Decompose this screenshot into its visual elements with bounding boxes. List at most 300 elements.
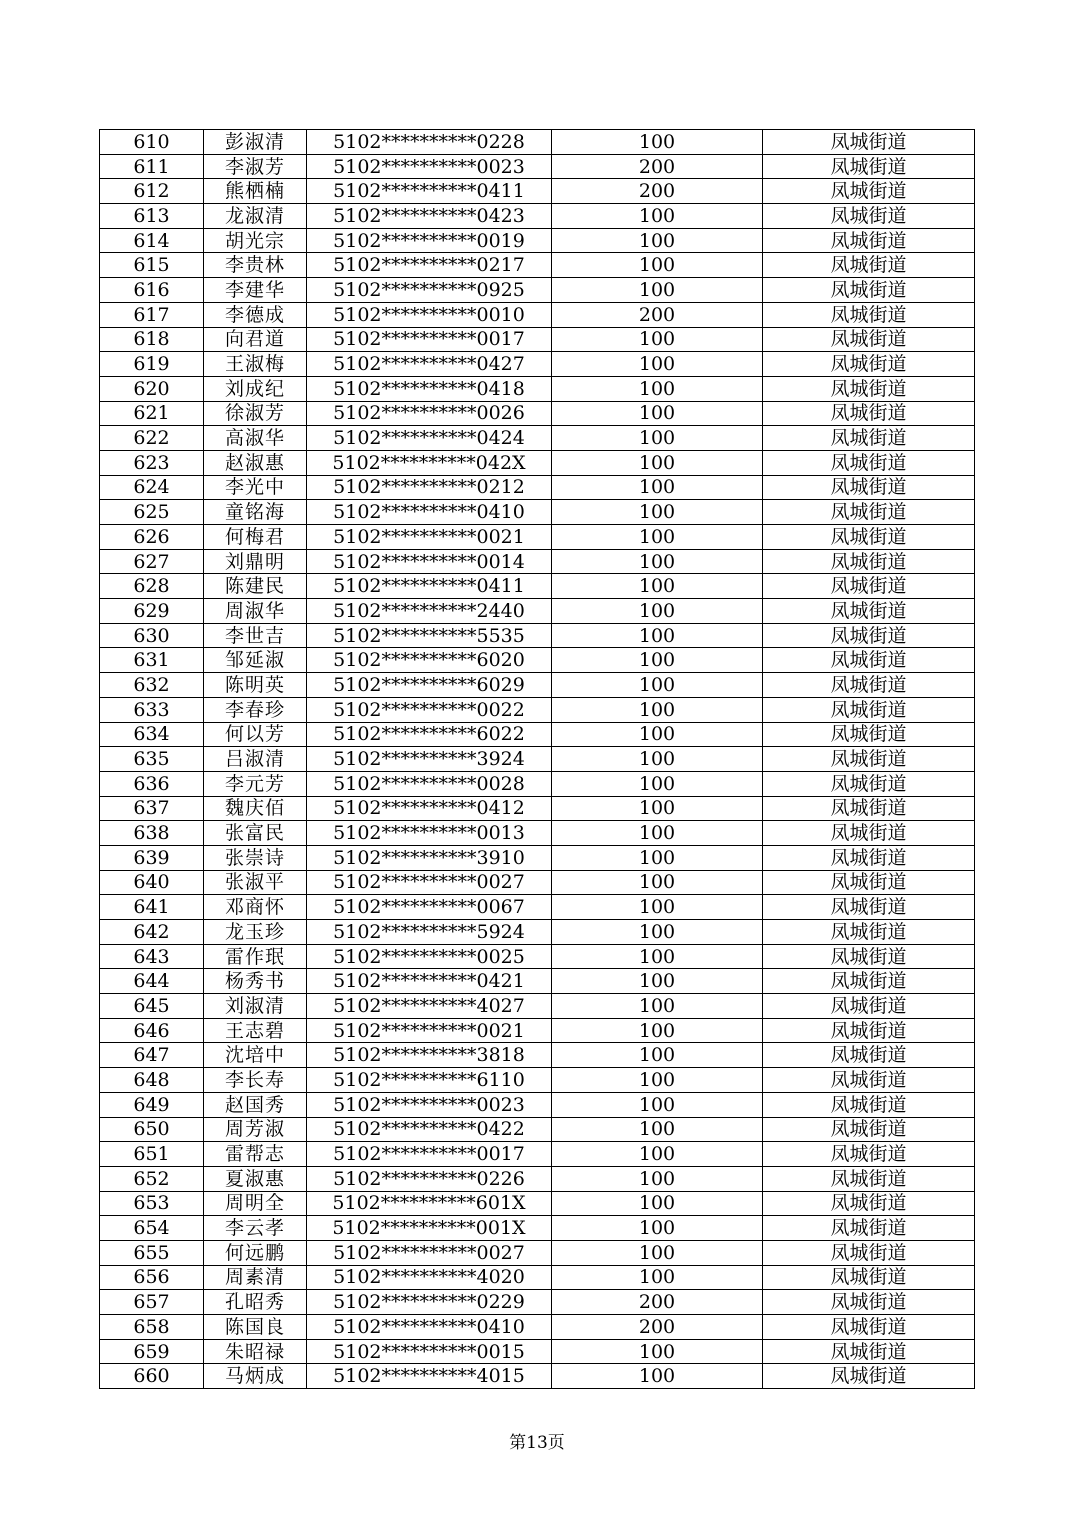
- amount-cell: 100: [552, 920, 763, 945]
- row-index-cell: 610: [100, 130, 204, 155]
- person-name-cell: 徐淑芳: [204, 401, 307, 426]
- person-name-cell: 李元芳: [204, 771, 307, 796]
- district-cell: 凤城街道: [763, 821, 975, 846]
- row-index-cell: 650: [100, 1117, 204, 1142]
- person-name-cell: 李光中: [204, 475, 307, 500]
- person-name-cell: 魏庆佰: [204, 796, 307, 821]
- amount-cell: 100: [552, 426, 763, 451]
- district-cell: 凤城街道: [763, 500, 975, 525]
- district-cell: 凤城街道: [763, 599, 975, 624]
- district-cell: 凤城街道: [763, 1068, 975, 1093]
- table-row: [100, 376, 975, 401]
- id-number-cell: 5102**********0427: [307, 352, 552, 377]
- person-name-cell: 何梅君: [204, 525, 307, 550]
- table-row: [100, 253, 975, 278]
- district-cell: 凤城街道: [763, 228, 975, 253]
- row-index-cell: 617: [100, 302, 204, 327]
- id-number-cell: 5102**********0021: [307, 525, 552, 550]
- row-index-cell: 618: [100, 327, 204, 352]
- table-row: [100, 475, 975, 500]
- table-row: [100, 747, 975, 772]
- row-index-cell: 639: [100, 845, 204, 870]
- district-cell: 凤城街道: [763, 697, 975, 722]
- id-number-cell: 5102**********4020: [307, 1265, 552, 1290]
- district-cell: 凤城街道: [763, 870, 975, 895]
- district-cell: 凤城街道: [763, 1240, 975, 1265]
- person-name-cell: 李建华: [204, 278, 307, 303]
- table-row: [100, 1339, 975, 1364]
- id-number-cell: 5102**********0423: [307, 204, 552, 229]
- id-number-cell: 5102**********4015: [307, 1364, 552, 1389]
- amount-cell: 100: [552, 697, 763, 722]
- person-name-cell: 李春珍: [204, 697, 307, 722]
- id-number-cell: 5102**********0226: [307, 1166, 552, 1191]
- person-name-cell: 沈培中: [204, 1043, 307, 1068]
- table-row: [100, 327, 975, 352]
- district-cell: 凤城街道: [763, 1092, 975, 1117]
- person-name-cell: 彭淑清: [204, 130, 307, 155]
- table-row: [100, 796, 975, 821]
- row-index-cell: 611: [100, 154, 204, 179]
- amount-cell: 100: [552, 969, 763, 994]
- table-row: [100, 500, 975, 525]
- table-row: [100, 623, 975, 648]
- amount-cell: 100: [552, 376, 763, 401]
- table-row: [100, 130, 975, 155]
- district-cell: 凤城街道: [763, 1265, 975, 1290]
- district-cell: 凤城街道: [763, 426, 975, 451]
- row-index-cell: 619: [100, 352, 204, 377]
- person-name-cell: 高淑华: [204, 426, 307, 451]
- amount-cell: 100: [552, 944, 763, 969]
- id-number-cell: 5102**********0418: [307, 376, 552, 401]
- person-name-cell: 周明全: [204, 1191, 307, 1216]
- amount-cell: 100: [552, 1092, 763, 1117]
- table-row: [100, 228, 975, 253]
- person-name-cell: 龙淑清: [204, 204, 307, 229]
- table-row: [100, 352, 975, 377]
- amount-cell: 200: [552, 179, 763, 204]
- district-cell: 凤城街道: [763, 302, 975, 327]
- id-number-cell: 5102**********0925: [307, 278, 552, 303]
- person-name-cell: 陈明英: [204, 673, 307, 698]
- amount-cell: 100: [552, 352, 763, 377]
- row-index-cell: 626: [100, 525, 204, 550]
- id-number-cell: 5102**********0411: [307, 574, 552, 599]
- district-cell: 凤城街道: [763, 327, 975, 352]
- table-row: [100, 599, 975, 624]
- row-index-cell: 649: [100, 1092, 204, 1117]
- id-number-cell: 5102**********5924: [307, 920, 552, 945]
- id-number-cell: 5102**********6029: [307, 673, 552, 698]
- district-cell: 凤城街道: [763, 179, 975, 204]
- district-cell: 凤城街道: [763, 969, 975, 994]
- district-cell: 凤城街道: [763, 994, 975, 1019]
- amount-cell: 100: [552, 278, 763, 303]
- row-index-cell: 645: [100, 994, 204, 1019]
- amount-cell: 100: [552, 747, 763, 772]
- table-row: [100, 1290, 975, 1315]
- amount-cell: 100: [552, 1339, 763, 1364]
- row-index-cell: 613: [100, 204, 204, 229]
- person-name-cell: 熊栖楠: [204, 179, 307, 204]
- person-name-cell: 李长寿: [204, 1068, 307, 1093]
- district-cell: 凤城街道: [763, 895, 975, 920]
- amount-cell: 100: [552, 796, 763, 821]
- id-number-cell: 5102**********042X: [307, 450, 552, 475]
- person-name-cell: 赵国秀: [204, 1092, 307, 1117]
- district-cell: 凤城街道: [763, 1191, 975, 1216]
- table-row: [100, 1191, 975, 1216]
- row-index-cell: 658: [100, 1315, 204, 1340]
- row-index-cell: 628: [100, 574, 204, 599]
- table-row: [100, 1265, 975, 1290]
- id-number-cell: 5102**********3910: [307, 845, 552, 870]
- district-cell: 凤城街道: [763, 376, 975, 401]
- person-name-cell: 刘鼎明: [204, 549, 307, 574]
- row-index-cell: 644: [100, 969, 204, 994]
- amount-cell: 100: [552, 401, 763, 426]
- table-row: [100, 278, 975, 303]
- district-cell: 凤城街道: [763, 920, 975, 945]
- amount-cell: 100: [552, 253, 763, 278]
- person-name-cell: 孔昭秀: [204, 1290, 307, 1315]
- district-cell: 凤城街道: [763, 722, 975, 747]
- row-index-cell: 614: [100, 228, 204, 253]
- row-index-cell: 654: [100, 1216, 204, 1241]
- row-index-cell: 638: [100, 821, 204, 846]
- id-number-cell: 5102**********3818: [307, 1043, 552, 1068]
- amount-cell: 200: [552, 1315, 763, 1340]
- amount-cell: 100: [552, 1068, 763, 1093]
- amount-cell: 100: [552, 673, 763, 698]
- district-cell: 凤城街道: [763, 1315, 975, 1340]
- row-index-cell: 612: [100, 179, 204, 204]
- row-index-cell: 615: [100, 253, 204, 278]
- person-name-cell: 马炳成: [204, 1364, 307, 1389]
- id-number-cell: 5102**********4027: [307, 994, 552, 1019]
- table-body: [100, 130, 975, 1389]
- person-name-cell: 李淑芳: [204, 154, 307, 179]
- table-row: [100, 1216, 975, 1241]
- id-number-cell: 5102**********0027: [307, 870, 552, 895]
- amount-cell: 100: [552, 130, 763, 155]
- district-cell: 凤城街道: [763, 130, 975, 155]
- table-row: [100, 1068, 975, 1093]
- row-index-cell: 651: [100, 1142, 204, 1167]
- amount-cell: 100: [552, 1043, 763, 1068]
- district-cell: 凤城街道: [763, 771, 975, 796]
- row-index-cell: 643: [100, 944, 204, 969]
- row-index-cell: 656: [100, 1265, 204, 1290]
- district-cell: 凤城街道: [763, 1339, 975, 1364]
- person-name-cell: 李云孝: [204, 1216, 307, 1241]
- amount-cell: 100: [552, 450, 763, 475]
- amount-cell: 100: [552, 549, 763, 574]
- row-index-cell: 625: [100, 500, 204, 525]
- table-row: [100, 771, 975, 796]
- id-number-cell: 5102**********5535: [307, 623, 552, 648]
- row-index-cell: 633: [100, 697, 204, 722]
- person-name-cell: 童铭海: [204, 500, 307, 525]
- id-number-cell: 5102**********0017: [307, 1142, 552, 1167]
- amount-cell: 100: [552, 623, 763, 648]
- id-number-cell: 5102**********0025: [307, 944, 552, 969]
- table-row: [100, 450, 975, 475]
- amount-cell: 200: [552, 154, 763, 179]
- id-number-cell: 5102**********0217: [307, 253, 552, 278]
- amount-cell: 100: [552, 574, 763, 599]
- id-number-cell: 5102**********6022: [307, 722, 552, 747]
- id-number-cell: 5102**********0412: [307, 796, 552, 821]
- amount-cell: 100: [552, 1265, 763, 1290]
- row-index-cell: 624: [100, 475, 204, 500]
- district-cell: 凤城街道: [763, 475, 975, 500]
- table-row: [100, 1240, 975, 1265]
- person-name-cell: 胡光宗: [204, 228, 307, 253]
- person-name-cell: 吕淑清: [204, 747, 307, 772]
- row-index-cell: 647: [100, 1043, 204, 1068]
- amount-cell: 100: [552, 821, 763, 846]
- row-index-cell: 646: [100, 1018, 204, 1043]
- id-number-cell: 5102**********0421: [307, 969, 552, 994]
- amount-cell: 200: [552, 1290, 763, 1315]
- table-row: [100, 525, 975, 550]
- table-row: [100, 1092, 975, 1117]
- id-number-cell: 5102**********0022: [307, 697, 552, 722]
- id-number-cell: 5102**********0410: [307, 1315, 552, 1340]
- row-index-cell: 648: [100, 1068, 204, 1093]
- amount-cell: 100: [552, 771, 763, 796]
- table-row: [100, 204, 975, 229]
- id-number-cell: 5102**********0229: [307, 1290, 552, 1315]
- amount-cell: 100: [552, 1240, 763, 1265]
- person-name-cell: 王志碧: [204, 1018, 307, 1043]
- table-row: [100, 401, 975, 426]
- person-name-cell: 周芳淑: [204, 1117, 307, 1142]
- table-row: [100, 154, 975, 179]
- person-name-cell: 夏淑惠: [204, 1166, 307, 1191]
- district-cell: 凤城街道: [763, 1043, 975, 1068]
- district-cell: 凤城街道: [763, 1018, 975, 1043]
- person-name-cell: 赵淑惠: [204, 450, 307, 475]
- row-index-cell: 632: [100, 673, 204, 698]
- id-number-cell: 5102**********0010: [307, 302, 552, 327]
- amount-cell: 100: [552, 1166, 763, 1191]
- district-cell: 凤城街道: [763, 648, 975, 673]
- row-index-cell: 653: [100, 1191, 204, 1216]
- district-cell: 凤城街道: [763, 1117, 975, 1142]
- person-name-cell: 何以芳: [204, 722, 307, 747]
- person-name-cell: 张富民: [204, 821, 307, 846]
- id-number-cell: 5102**********0411: [307, 179, 552, 204]
- id-number-cell: 5102**********0027: [307, 1240, 552, 1265]
- row-index-cell: 634: [100, 722, 204, 747]
- district-cell: 凤城街道: [763, 845, 975, 870]
- table-row: [100, 648, 975, 673]
- table-row: [100, 1315, 975, 1340]
- table-row: [100, 944, 975, 969]
- amount-cell: 100: [552, 1191, 763, 1216]
- table-row: [100, 697, 975, 722]
- district-cell: 凤城街道: [763, 673, 975, 698]
- table-row: [100, 821, 975, 846]
- district-cell: 凤城街道: [763, 525, 975, 550]
- row-index-cell: 657: [100, 1290, 204, 1315]
- table-row: [100, 920, 975, 945]
- amount-cell: 100: [552, 1364, 763, 1389]
- row-index-cell: 641: [100, 895, 204, 920]
- row-index-cell: 636: [100, 771, 204, 796]
- row-index-cell: 623: [100, 450, 204, 475]
- table-row: [100, 302, 975, 327]
- amount-cell: 100: [552, 895, 763, 920]
- id-number-cell: 5102**********0422: [307, 1117, 552, 1142]
- amount-cell: 100: [552, 648, 763, 673]
- id-number-cell: 5102**********001X: [307, 1216, 552, 1241]
- id-number-cell: 5102**********2440: [307, 599, 552, 624]
- id-number-cell: 5102**********0410: [307, 500, 552, 525]
- amount-cell: 200: [552, 302, 763, 327]
- row-index-cell: 629: [100, 599, 204, 624]
- person-name-cell: 李德成: [204, 302, 307, 327]
- person-name-cell: 张淑平: [204, 870, 307, 895]
- id-number-cell: 5102**********6110: [307, 1068, 552, 1093]
- row-index-cell: 635: [100, 747, 204, 772]
- person-name-cell: 周素清: [204, 1265, 307, 1290]
- person-name-cell: 邹延淑: [204, 648, 307, 673]
- id-number-cell: 5102**********0014: [307, 549, 552, 574]
- id-number-cell: 5102**********0015: [307, 1339, 552, 1364]
- id-number-cell: 5102**********0021: [307, 1018, 552, 1043]
- amount-cell: 100: [552, 525, 763, 550]
- district-cell: 凤城街道: [763, 623, 975, 648]
- person-name-cell: 陈建民: [204, 574, 307, 599]
- row-index-cell: 622: [100, 426, 204, 451]
- table-row: [100, 1166, 975, 1191]
- amount-cell: 100: [552, 994, 763, 1019]
- district-cell: 凤城街道: [763, 1216, 975, 1241]
- id-number-cell: 5102**********601X: [307, 1191, 552, 1216]
- table-row: [100, 179, 975, 204]
- id-number-cell: 5102**********0026: [307, 401, 552, 426]
- table-row: [100, 1018, 975, 1043]
- person-name-cell: 龙玉珍: [204, 920, 307, 945]
- id-number-cell: 5102**********0228: [307, 130, 552, 155]
- row-index-cell: 616: [100, 278, 204, 303]
- id-number-cell: 5102**********0013: [307, 821, 552, 846]
- district-cell: 凤城街道: [763, 401, 975, 426]
- row-index-cell: 627: [100, 549, 204, 574]
- table-row: [100, 845, 975, 870]
- id-number-cell: 5102**********0023: [307, 154, 552, 179]
- table-row: [100, 722, 975, 747]
- row-index-cell: 652: [100, 1166, 204, 1191]
- amount-cell: 100: [552, 870, 763, 895]
- person-name-cell: 向君道: [204, 327, 307, 352]
- row-index-cell: 620: [100, 376, 204, 401]
- amount-cell: 100: [552, 475, 763, 500]
- district-cell: 凤城街道: [763, 154, 975, 179]
- district-cell: 凤城街道: [763, 253, 975, 278]
- district-cell: 凤城街道: [763, 278, 975, 303]
- district-cell: 凤城街道: [763, 574, 975, 599]
- row-index-cell: 640: [100, 870, 204, 895]
- person-name-cell: 李贵林: [204, 253, 307, 278]
- person-name-cell: 何远鹏: [204, 1240, 307, 1265]
- id-number-cell: 5102**********0028: [307, 771, 552, 796]
- row-index-cell: 642: [100, 920, 204, 945]
- person-name-cell: 张崇诗: [204, 845, 307, 870]
- id-number-cell: 5102**********0067: [307, 895, 552, 920]
- row-index-cell: 655: [100, 1240, 204, 1265]
- amount-cell: 100: [552, 845, 763, 870]
- table-row: [100, 994, 975, 1019]
- table-row: [100, 1043, 975, 1068]
- table-row: [100, 1142, 975, 1167]
- district-cell: 凤城街道: [763, 204, 975, 229]
- row-index-cell: 660: [100, 1364, 204, 1389]
- amount-cell: 100: [552, 204, 763, 229]
- amount-cell: 100: [552, 1142, 763, 1167]
- district-cell: 凤城街道: [763, 1166, 975, 1191]
- table-row: [100, 870, 975, 895]
- amount-cell: 100: [552, 1018, 763, 1043]
- row-index-cell: 637: [100, 796, 204, 821]
- person-name-cell: 雷帮志: [204, 1142, 307, 1167]
- person-name-cell: 杨秀书: [204, 969, 307, 994]
- id-number-cell: 5102**********0212: [307, 475, 552, 500]
- subsidy-table: [99, 129, 975, 1389]
- person-name-cell: 刘成纪: [204, 376, 307, 401]
- district-cell: 凤城街道: [763, 450, 975, 475]
- id-number-cell: 5102**********0424: [307, 426, 552, 451]
- district-cell: 凤城街道: [763, 1290, 975, 1315]
- person-name-cell: 周淑华: [204, 599, 307, 624]
- table-row: [100, 549, 975, 574]
- row-index-cell: 659: [100, 1339, 204, 1364]
- table-row: [100, 1364, 975, 1389]
- table-row: [100, 969, 975, 994]
- district-cell: 凤城街道: [763, 1364, 975, 1389]
- amount-cell: 100: [552, 500, 763, 525]
- amount-cell: 100: [552, 599, 763, 624]
- amount-cell: 100: [552, 228, 763, 253]
- id-number-cell: 5102**********0017: [307, 327, 552, 352]
- table-row: [100, 673, 975, 698]
- district-cell: 凤城街道: [763, 944, 975, 969]
- district-cell: 凤城街道: [763, 1142, 975, 1167]
- table-row: [100, 1117, 975, 1142]
- district-cell: 凤城街道: [763, 796, 975, 821]
- row-index-cell: 630: [100, 623, 204, 648]
- id-number-cell: 5102**********0019: [307, 228, 552, 253]
- person-name-cell: 陈国良: [204, 1315, 307, 1340]
- person-name-cell: 李世吉: [204, 623, 307, 648]
- person-name-cell: 朱昭禄: [204, 1339, 307, 1364]
- id-number-cell: 5102**********3924: [307, 747, 552, 772]
- amount-cell: 100: [552, 1216, 763, 1241]
- row-index-cell: 631: [100, 648, 204, 673]
- amount-cell: 100: [552, 722, 763, 747]
- id-number-cell: 5102**********0023: [307, 1092, 552, 1117]
- page-number: 第13页: [509, 1433, 565, 1453]
- person-name-cell: 王淑梅: [204, 352, 307, 377]
- amount-cell: 100: [552, 327, 763, 352]
- district-cell: 凤城街道: [763, 352, 975, 377]
- amount-cell: 100: [552, 1117, 763, 1142]
- person-name-cell: 雷作珉: [204, 944, 307, 969]
